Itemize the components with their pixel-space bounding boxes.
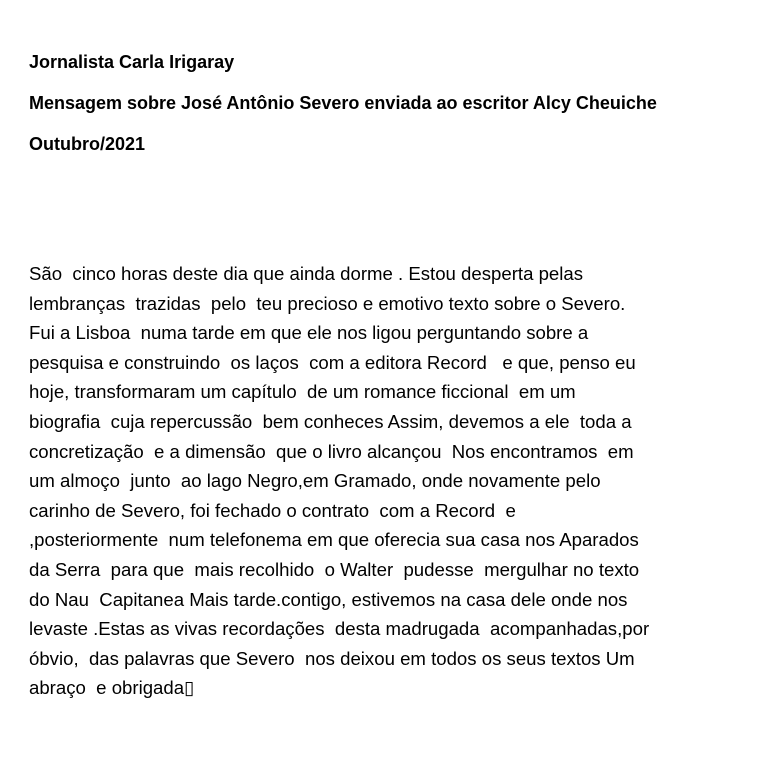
subject-line: Mensagem sobre José Antônio Severo enviada ao escritor Alcy Cheuiche — [29, 93, 657, 113]
body-line: São cinco horas deste dia que ainda dorme . Estou desperta pelas — [29, 263, 584, 284]
missing-glyph-box: ▯ — [184, 677, 195, 699]
body-line: concretização e a dimensão que o livro alcançou Nos encontramos em — [29, 440, 634, 462]
body-line: lembranças trazidas pelo teu precioso e emotivo texto sobre o Severo. — [29, 292, 626, 314]
body-line: levaste .Estas as vivas recordações desta madrugada acompanhadas,por — [29, 618, 650, 640]
date-line: Outubro/2021 — [29, 134, 146, 154]
body-line-text: abraço e obrigada — [29, 677, 185, 699]
body-line: do Nau Capitanea Mais tarde.contigo, estivemos na casa dele onde nos — [29, 588, 628, 610]
author-line: Jornalista Carla Irigaray — [29, 52, 235, 72]
body-line: um almoço junto ao lago Negro,em Gramado, onde novamente pelo — [29, 470, 601, 492]
body-line: óbvio, das palavras que Severo nos deixou em todos os seus textos Um — [29, 647, 635, 669]
document-header — [29, 52, 657, 175]
body-line: pesquisa e construindo os laços com a editora Record e que, penso eu — [29, 351, 636, 373]
body-line-last — [29, 673, 759, 703]
body-line: carinho de Severo, foi fechado o contrato com a Record e — [29, 499, 516, 521]
body-line: biografia cuja repercussão bem conheces Assim, devemos a ele toda a — [29, 410, 632, 432]
message-body — [29, 259, 759, 703]
body-line: hoje, transformaram um capítulo de um romance ficcional em um — [29, 381, 576, 403]
body-line: Fui a Lisboa numa tarde em que ele nos ligou perguntando sobre a — [29, 322, 589, 344]
body-line: da Serra para que mais recolhido o Walter pudesse mergulhar no texto — [29, 558, 640, 580]
body-line: ,posteriormente num telefonema em que oferecia sua casa nos Aparados — [29, 529, 639, 551]
